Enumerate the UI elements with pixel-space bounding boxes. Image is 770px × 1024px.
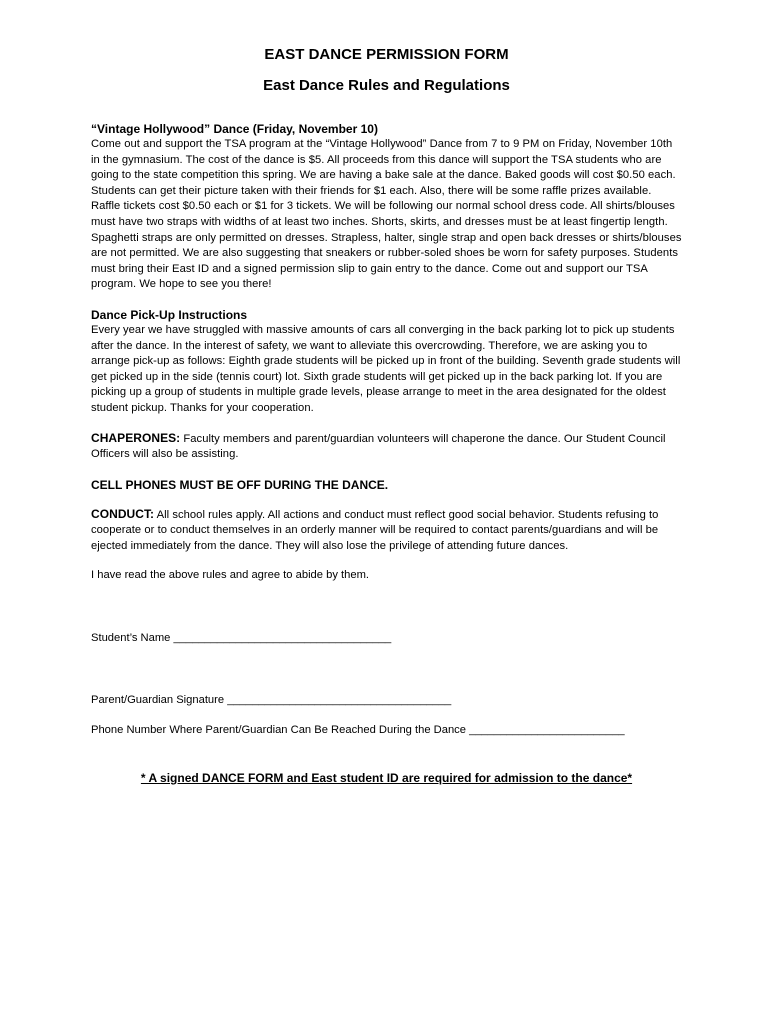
chaperones-body: Faculty members and parent/guardian volunteers will chaperone the dance. Our Student Council Officers will also be assisting.: [91, 432, 666, 461]
vintage-hollywood-section: [91, 121, 682, 293]
conduct-label: CONDUCT:: [91, 506, 155, 521]
form-subtitle: East Dance Rules and Regulations: [263, 77, 510, 94]
chaperones-paragraph: [91, 431, 682, 463]
agreement-statement: I have read the above rules and agree to abide by them.: [91, 569, 370, 582]
form-title: EAST DANCE PERMISSION FORM: [264, 46, 509, 63]
vintage-hollywood-body: Come out and support the TSA program at the “Vintage Hollywood” Dance from 7 to 9 PM on Friday, November 10th in the gymnasium. The cost of the dance is $5. All proceeds from this dance will support the TSA students who are going to the state competition this spring. We are having a bake sale at the dance. Baked goods will cost $0.50 each. Students can get their picture taken with their friends for $1 each. Also, there will be some raffle prizes available. Raffle tickets cost $0.50 each or $1 for 3 tickets. We will be following our normal school dress code. All shirts/blouses must have two straps with widths of at least two inches. Shorts, skirts, and dresses must be at least fingertip length. Spaghetti straps are only permitted on dresses. Strapless, halter, single strap and open back dresses or shirts/blouses are not permitted. We are also suggesting that sneakers or rubber-soled shoes be worn for safety purposes. Students must bring their East ID and a signed permission slip to gain entry to the dance. Come out and support our TSA program. We hope to see you there!: [91, 138, 682, 291]
chaperones-section: [91, 431, 682, 463]
student-name-field[interactable]: Student’s Name ___________________________________: [91, 632, 392, 645]
pickup-instructions-heading: Dance Pick-Up Instructions: [91, 307, 248, 322]
parent-signature-field[interactable]: Parent/Guardian Signature ____________________________________: [91, 693, 452, 706]
conduct-section: [91, 507, 682, 555]
chaperones-label: CHAPERONES:: [91, 430, 181, 445]
cell-phones-notice: CELL PHONES MUST BE OFF DURING THE DANCE.: [91, 477, 389, 492]
phone-number-field[interactable]: Phone Number Where Parent/Guardian Can Be Reached During the Dance _________________________: [91, 724, 625, 737]
pickup-instructions-section: [91, 307, 682, 417]
vintage-hollywood-heading: “Vintage Hollywood” Dance (Friday, November 10): [91, 122, 378, 136]
admission-requirement-note: * A signed DANCE FORM and East student ID are required for admission to the dance*: [140, 770, 633, 785]
conduct-body: All school rules apply. All actions and conduct must reflect good social behavior. Students refusing to cooperate or to conduct themselves in an orderly manner will be required to contact parents/guardians and will be ejected immediately from the dance. They will also lose the privilege of attending future dances.: [91, 508, 659, 552]
pickup-instructions-body: Every year we have struggled with massive amounts of cars all converging in the back parking lot to pick up students after the dance. In the interest of safety, we want to alleviate this overcrowding. Therefore, we are asking you to arrange pick-up as follows: Eighth grade students will be picked up in front of the building. Seventh grade students will get picked up in the side (tennis court) lot. Sixth grade students will get picked up in the back parking lot. If you are picking up a group of students in multiple grade levels, please arrange to meet in the area designated for the oldest student pickup. Thanks for your cooperation.: [91, 323, 681, 414]
conduct-paragraph: [91, 507, 682, 555]
